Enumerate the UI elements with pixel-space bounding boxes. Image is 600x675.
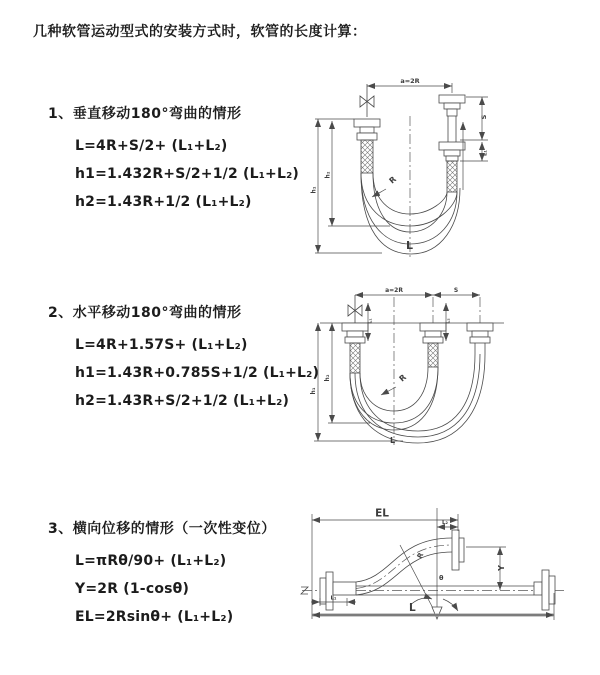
radius-label: R bbox=[387, 174, 399, 186]
formula-line: h1=1.43R+0.785S+1/2 (L₁+L₂) bbox=[75, 365, 320, 381]
dim-label-a2r: a=2R bbox=[400, 77, 420, 85]
left-flange-fitting bbox=[320, 572, 356, 610]
section-heading: 2、水平移动180°弯曲的情形 bbox=[48, 305, 242, 321]
length-label: L bbox=[409, 602, 416, 614]
right-flange-fitting bbox=[467, 323, 493, 354]
hose-s-curve bbox=[356, 538, 452, 595]
section-heading: 1、垂直移动180°弯曲的情形 bbox=[48, 106, 242, 122]
dim-label-l1: L₁ bbox=[367, 318, 374, 324]
dim-label-l1: L₁ bbox=[482, 150, 489, 156]
diagram-horizontal-180 bbox=[308, 283, 600, 455]
formula-line: h2=1.43R+1/2 (L₁+L₂) bbox=[75, 194, 252, 210]
middle-flange-fitting bbox=[420, 323, 446, 367]
section-horizontal-180 bbox=[48, 302, 319, 415]
hose-u-bend bbox=[350, 354, 485, 443]
left-flange-fitting bbox=[342, 323, 368, 373]
valve-icon bbox=[348, 295, 362, 324]
dim-label-h2: h₂ bbox=[324, 171, 332, 179]
dim-label-l1: L₁ bbox=[330, 595, 337, 602]
dimension-lines bbox=[311, 514, 554, 620]
dim-label-h2: h₂ bbox=[324, 374, 331, 382]
formula-line: EL=2Rsinθ+ (L₁+L₂) bbox=[75, 609, 234, 625]
dim-label-el: EL bbox=[375, 507, 389, 520]
formula-line: h2=1.43R+S/2+1/2 (L₁+L₂) bbox=[75, 393, 290, 409]
figure-vertical-180-bend bbox=[310, 70, 600, 260]
dimension-lines bbox=[314, 295, 480, 441]
dim-label-h1: h₁ bbox=[310, 186, 318, 194]
formula-line: L=πRθ/90+ (L₁+L₂) bbox=[75, 553, 227, 569]
section-vertical-180 bbox=[48, 103, 299, 216]
right-flange-fitting bbox=[439, 95, 465, 192]
dim-label-a2r: a=2R bbox=[385, 287, 403, 294]
dim-label-l2: L₂ bbox=[445, 318, 452, 324]
upper-flange-fitting bbox=[452, 530, 464, 570]
radius-label: R bbox=[415, 551, 426, 560]
diagram-vertical-180 bbox=[310, 70, 600, 260]
radius-label: R bbox=[397, 372, 409, 384]
formula-line: h1=1.432R+S/2+1/2 (L₁+L₂) bbox=[75, 166, 300, 182]
valve-icon bbox=[360, 84, 374, 117]
section-lateral-displacement bbox=[48, 518, 276, 631]
formula-line: Y=2R (1-cosθ) bbox=[75, 581, 190, 597]
left-flange-fitting bbox=[354, 119, 380, 173]
right-flange-fitting bbox=[534, 570, 555, 610]
formula-line: L=4R+1.57S+ (L₁+L₂) bbox=[75, 337, 248, 353]
dim-label-s: S bbox=[453, 287, 459, 294]
dim-label-l2: L₂ bbox=[442, 520, 448, 526]
dim-label-s: S bbox=[480, 114, 488, 120]
dim-label-h1: h₁ bbox=[310, 387, 317, 395]
figure-horizontal-180-bend bbox=[308, 283, 600, 455]
page-title: 几种软管运动型式的安装方式时，软管的长度计算： bbox=[33, 24, 367, 40]
section-heading: 3、横向位移的情形（一次性变位） bbox=[48, 521, 276, 537]
diagram-lateral-displacement bbox=[298, 498, 600, 638]
length-label: L bbox=[390, 436, 396, 445]
angle-label: θ bbox=[439, 574, 444, 582]
figure-lateral-displacement bbox=[298, 498, 600, 638]
dim-label-y: Y bbox=[497, 565, 506, 571]
dimension-lines bbox=[315, 83, 488, 253]
length-label: L bbox=[406, 239, 414, 252]
formula-line: L=4R+S/2+ (L₁+L₂) bbox=[75, 138, 228, 154]
